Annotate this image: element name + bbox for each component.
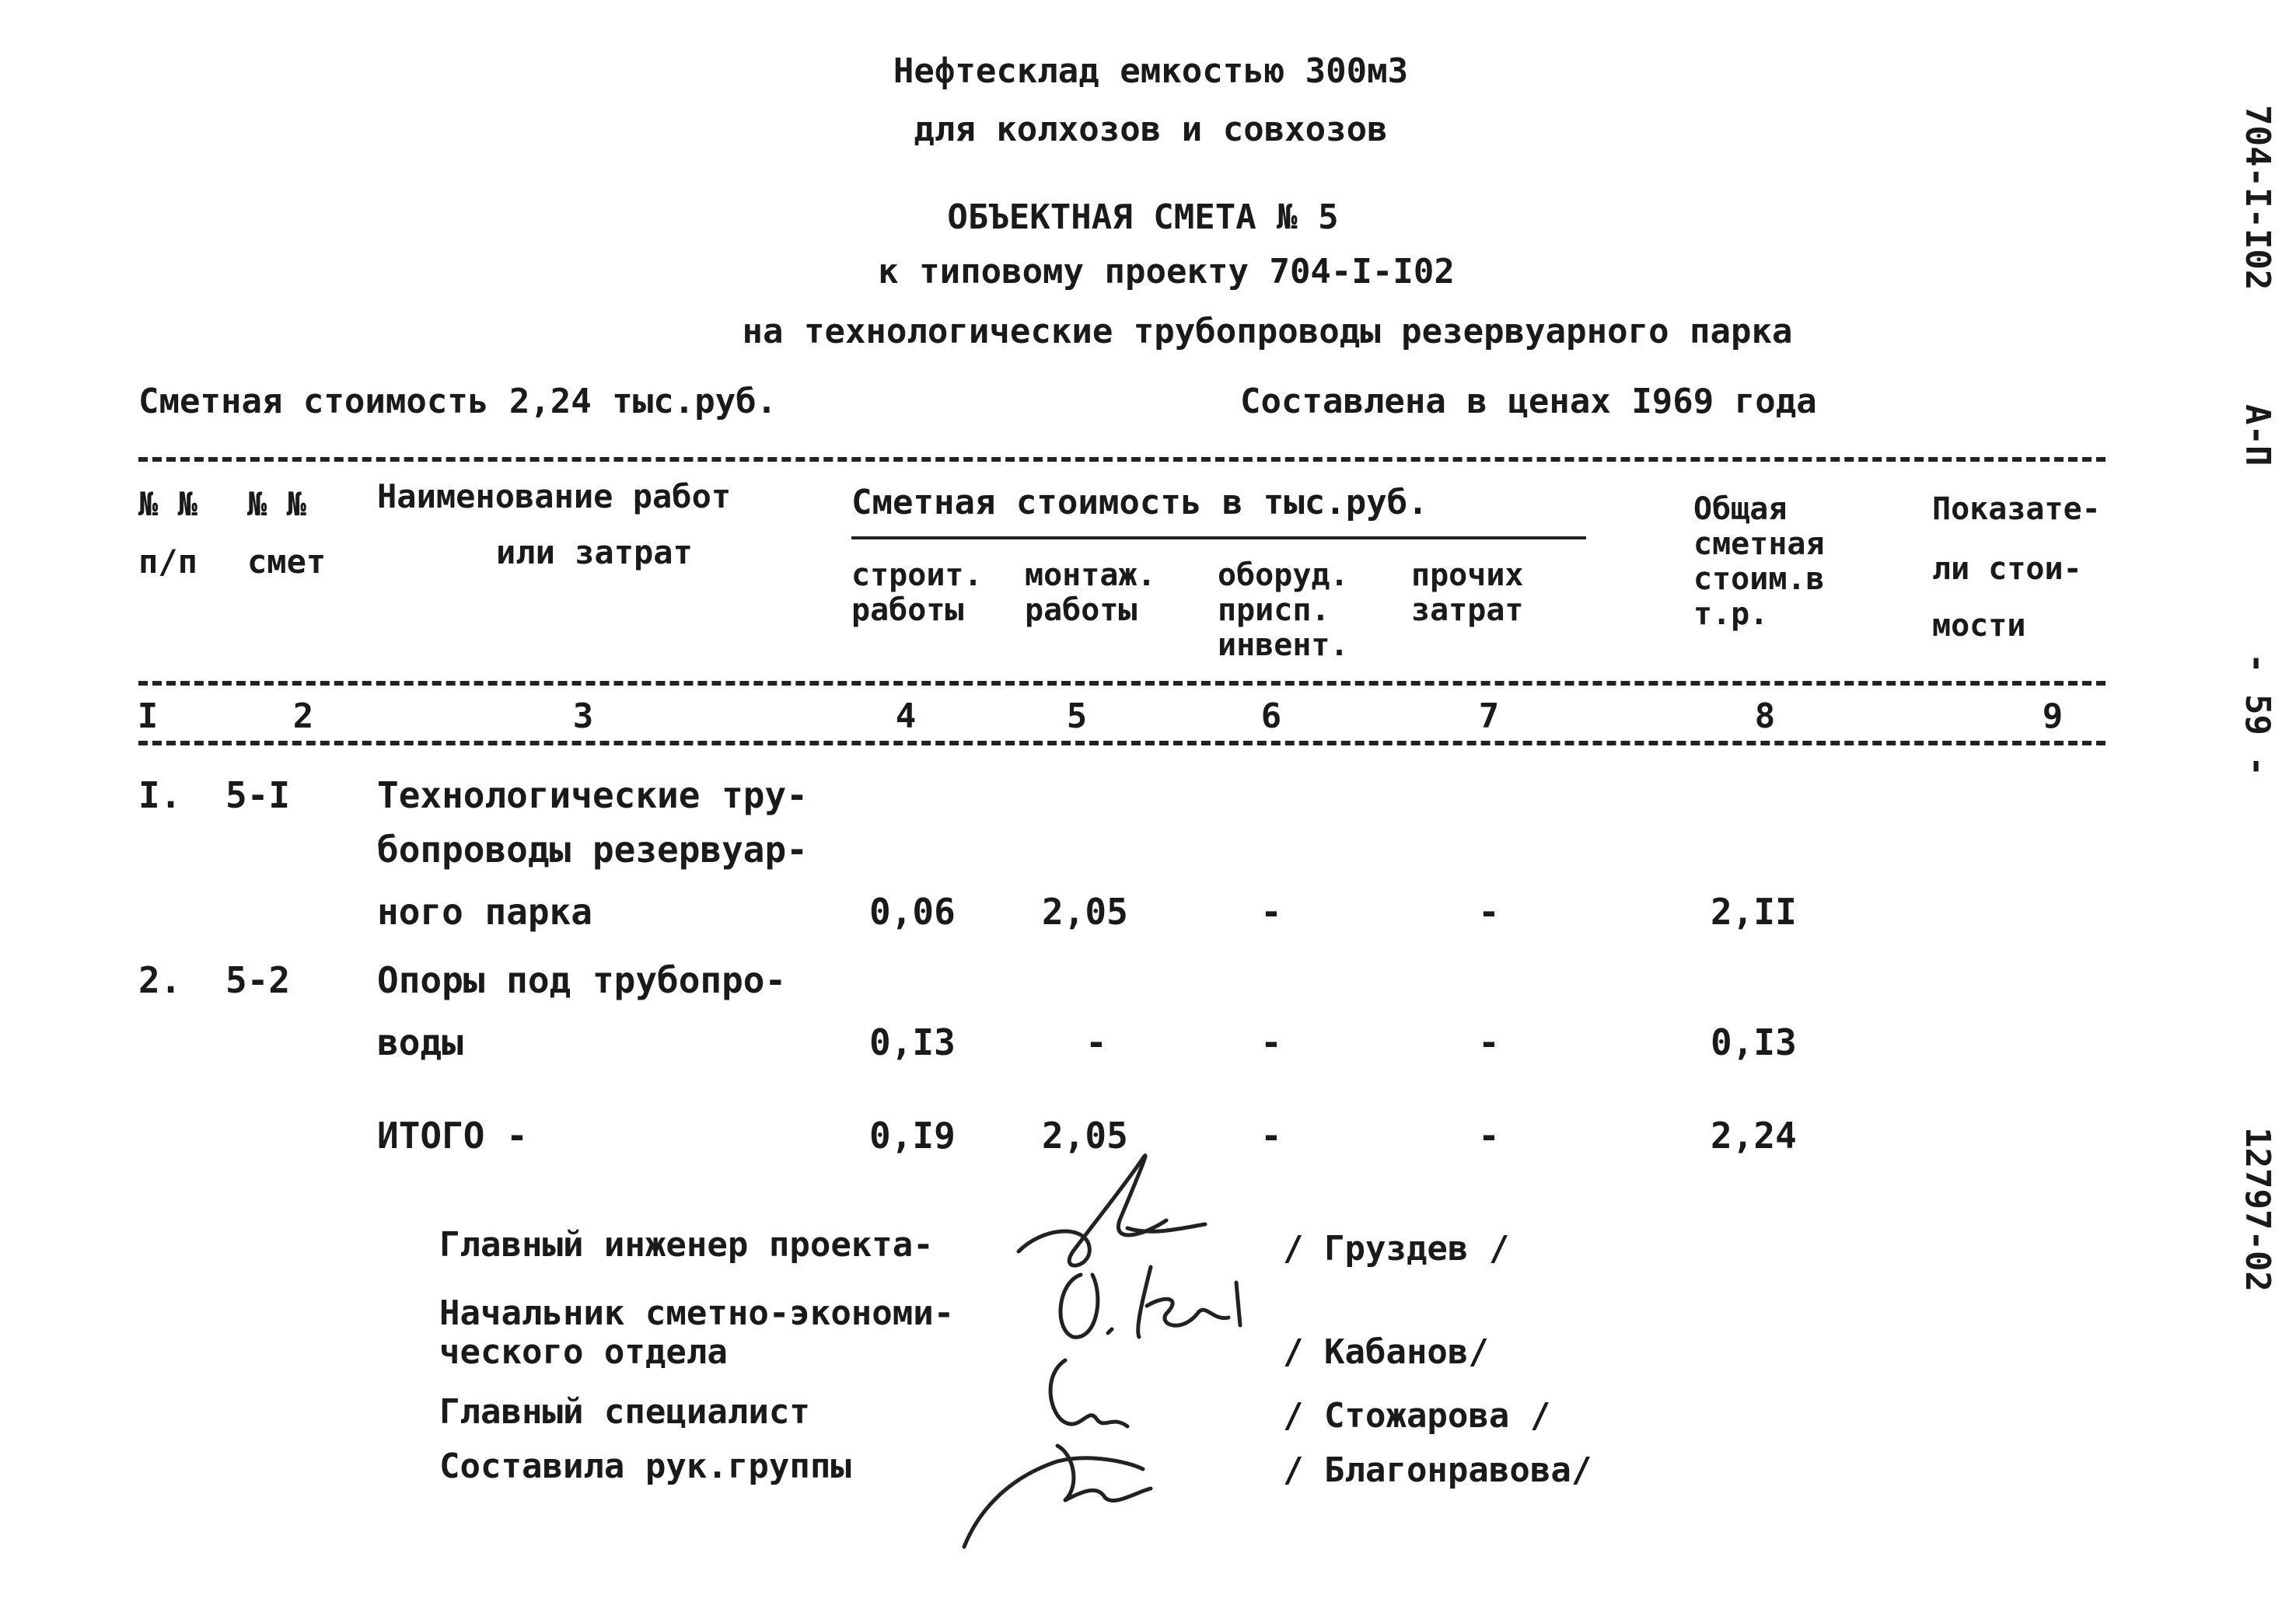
row-2-estimate: 5-2 [225,959,291,1001]
row-1-name-line1: Технологические тру- [377,774,808,816]
group-header-rule [851,536,1586,539]
col-header-installation-line1: монтаж. [1025,557,1156,593]
margin-sheet-code: А-П [2238,404,2277,466]
row-2-name-line2: воды [377,1021,463,1063]
table-top-rule [138,457,2106,462]
price-basis: Составлена в ценах I969 года [1240,382,1817,421]
total-equipment: - [1260,1115,1282,1157]
col-header-total-line3: стоим.в [1693,561,1825,597]
margin-project-code: 704-I-I02 [2238,105,2277,291]
signatory-role-chief-specialist: Главный специалист [439,1392,810,1432]
col-header-name-line2: или затрат [496,533,693,571]
header-line-2: для колхозов и совхозов [914,110,1388,149]
signatory-name-group-lead: / Благонравова/ [1283,1450,1592,1490]
col-number-9: 9 [2042,696,2064,736]
col-number-4: 4 [895,696,917,736]
col-header-equipment-line2: присп. [1218,592,1330,628]
col-header-indicators-line1: Показате- [1932,491,2101,527]
col-header-total-line2: сметная [1693,526,1825,562]
row-2-total: 0,I3 [1711,1021,1797,1063]
row-1-installation: 2,05 [1042,891,1128,933]
total-installation: 2,05 [1042,1115,1128,1157]
col-header-installation-line2: работы [1025,592,1138,628]
col-number-5: 5 [1066,696,1088,736]
row-1-other: - [1478,891,1500,933]
col-number-6: 6 [1260,696,1282,736]
column-number-rule [138,741,2106,745]
row-2-number: 2. [138,959,182,1001]
total-construction: 0,I9 [869,1115,956,1157]
col-header-indicators-line3: мости [1932,608,2026,644]
col-header-equipment-line3: инвент. [1218,627,1349,663]
row-2-name-line1: Опоры под трубопро- [377,959,787,1001]
margin-page-number: - 59 - [2238,653,2277,777]
col-header-construction-line2: работы [851,592,964,628]
col-header-other-line1: прочих [1411,557,1524,593]
col-header-pp-line2: п/п [138,543,197,581]
signatory-name-department-head: / Кабанов/ [1283,1332,1489,1372]
signatory-role-group-lead: Составила рук.группы [439,1447,851,1486]
signatory-name-chief-engineer: / Груздев / [1283,1229,1510,1269]
estimated-cost: Сметная стоимость 2,24 тыс.руб. [138,382,778,421]
col-header-construction-line1: строит. [851,557,983,593]
signatory-role-department-head-line2: ческого отдела [439,1332,728,1372]
signature-department-head [1050,1251,1283,1360]
col-header-indicators-line2: ли стои- [1932,551,2082,587]
document-subject: на технологические трубопроводы резервуарного парка [742,312,1793,351]
row-1-name-line2: бопроводы резервуар- [377,829,808,871]
signatory-name-chief-specialist: / Стожарова / [1283,1396,1551,1436]
header-bottom-rule [138,681,2106,686]
col-number-2: 2 [292,696,314,736]
signature-specialists [949,1352,1197,1555]
col-header-name-line1: Наименование работ [377,477,732,515]
row-2-installation: - [1085,1021,1107,1063]
header-line-1: Нефтесклад емкостью 300м3 [893,51,1409,91]
signatory-role-department-head-line1: Начальник сметно-экономи- [439,1293,955,1333]
row-1-construction: 0,06 [869,891,956,933]
col-header-equipment-line1: оборуд. [1218,557,1349,593]
row-2-construction: 0,I3 [869,1021,956,1063]
col-number-8: 8 [1754,696,1776,736]
grand-total: 2,24 [1711,1115,1797,1157]
col-number-3: 3 [572,696,594,736]
project-reference: к типовому проекту 704-I-I02 [878,252,1455,291]
row-2-equipment: - [1260,1021,1282,1063]
col-number-1: I [137,696,159,736]
col-header-total-line1: Общая [1693,491,1788,527]
col-group-header: Сметная стоимость в тыс.руб. [851,483,1428,522]
row-1-number: I. [138,774,182,816]
col-number-7: 7 [1478,696,1500,736]
total-label: ИТОГО - [377,1115,528,1157]
row-1-equipment: - [1260,891,1282,933]
document-title: ОБЪЕКТНАЯ СМЕТА № 5 [947,197,1339,237]
col-header-pp-line1: № № [138,485,197,523]
col-header-total-line4: т.р. [1693,596,1769,632]
col-header-estimate-line2: смет [247,543,327,581]
row-1-total: 2,II [1711,891,1797,933]
col-header-other-line2: затрат [1411,592,1524,628]
total-other: - [1478,1115,1500,1157]
col-header-estimate-line1: № № [247,485,306,523]
row-1-estimate: 5-I [225,774,291,816]
row-1-name-line3: ного парка [377,891,592,933]
margin-archive-number: 12797-02 [2238,1127,2277,1292]
row-2-other: - [1478,1021,1500,1063]
signatory-role-chief-engineer: Главный инженер проекта- [439,1225,934,1265]
